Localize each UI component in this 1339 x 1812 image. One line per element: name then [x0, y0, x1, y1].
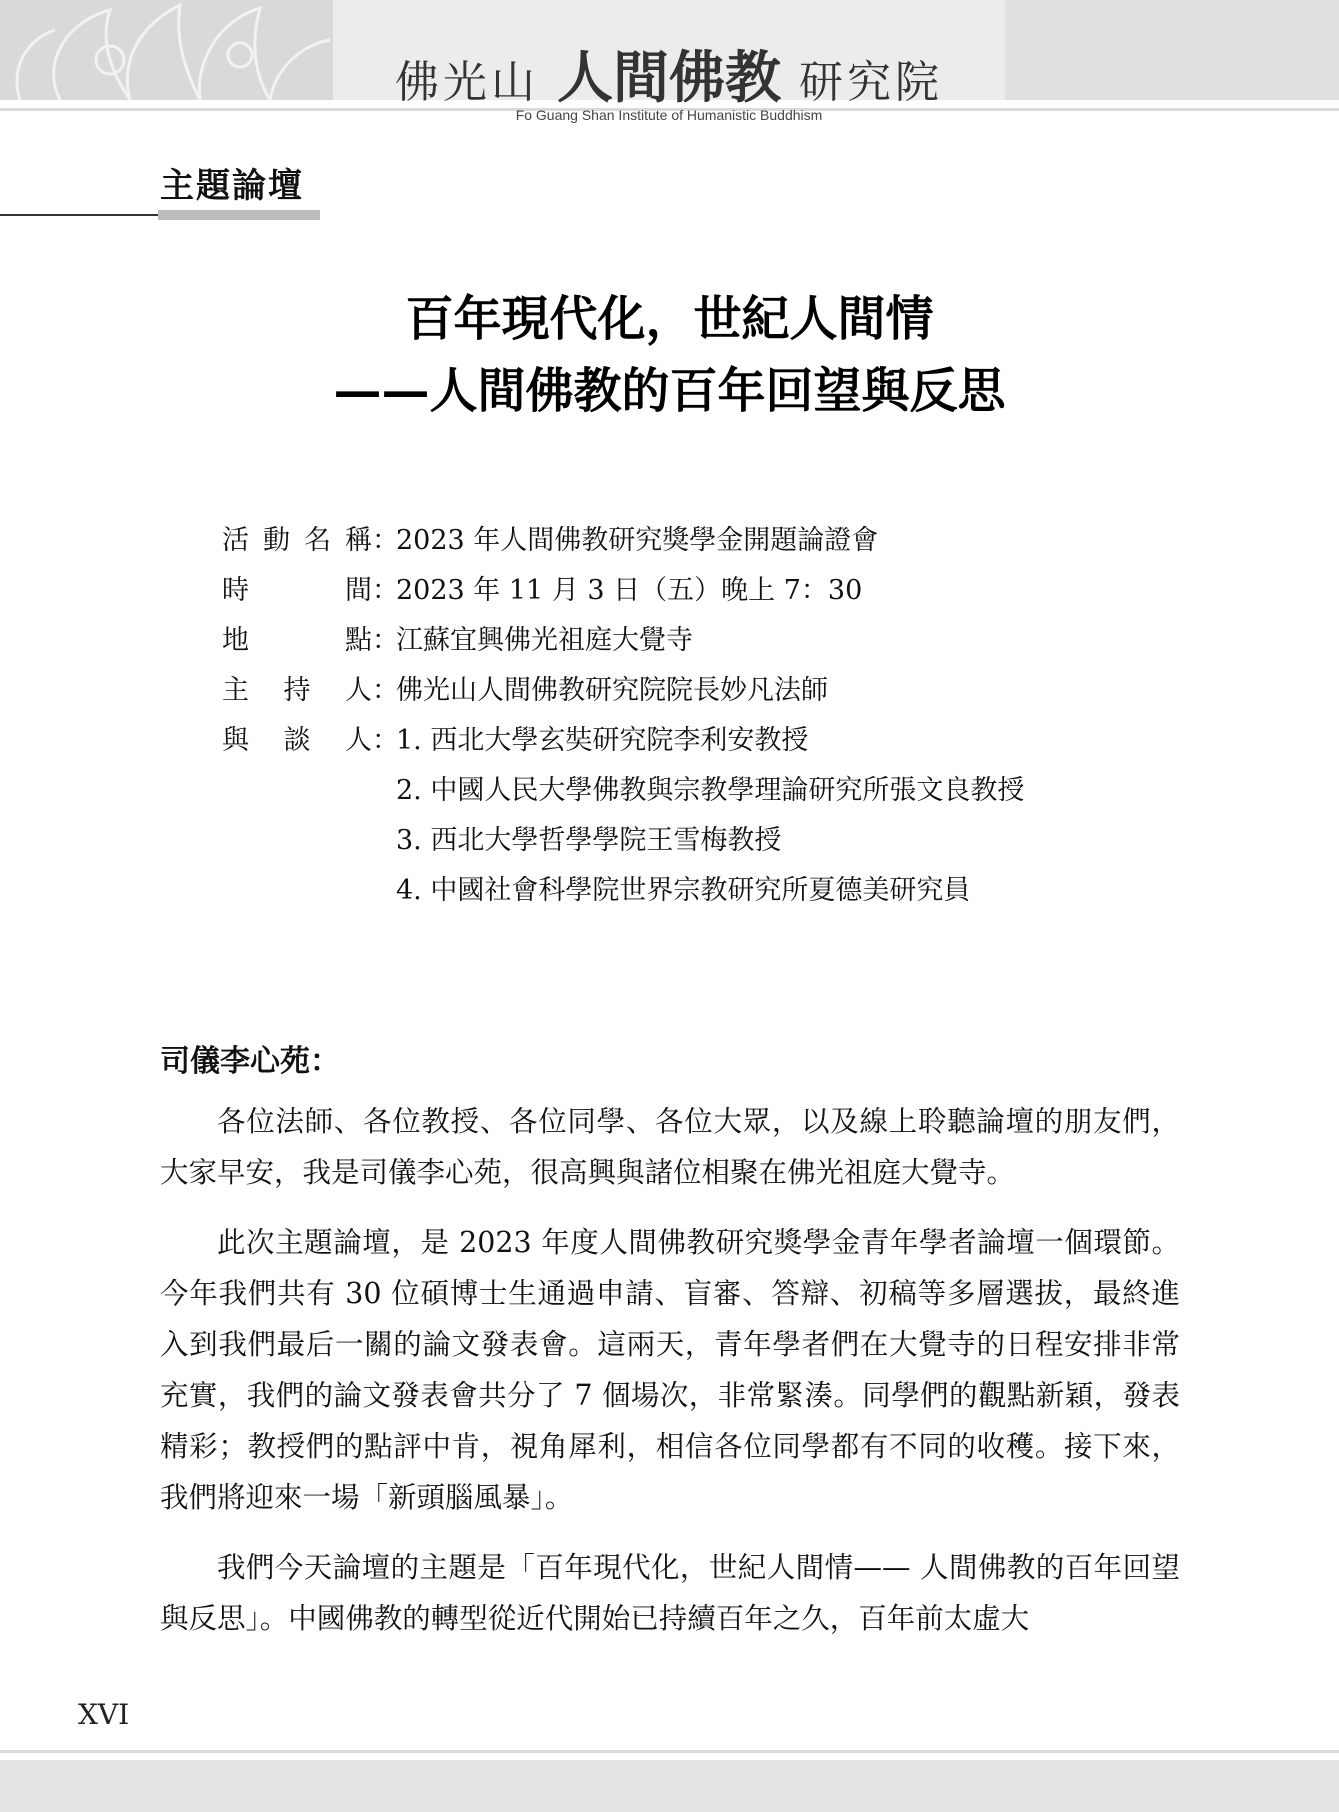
info-row-host: 主 持 人 ： 佛光山人間佛教研究院院長妙凡法師	[222, 666, 1024, 716]
article-subtitle: ——人間佛教的百年回望與反思	[333, 363, 1006, 419]
institute-name-cn	[333, 34, 1005, 114]
speaker-item: 3. 西北大學哲學學院王雪梅教授	[396, 825, 782, 856]
institute-name-suffix: 研究院	[799, 57, 943, 108]
info-row-speakers: 與 談 人 ： 1. 西北大學玄奘研究院李利安教授	[222, 716, 1024, 766]
institute-name-prefix: 佛光山	[395, 57, 539, 108]
header-left-panel	[0, 0, 333, 100]
footer-divider	[0, 1750, 1339, 1753]
info-value: 佛光山人間佛教研究院院長妙凡法師	[396, 675, 828, 706]
body-text	[160, 1096, 1180, 1663]
speaker-item: 2. 中國人民大學佛教與宗教學理論研究所張文良教授	[396, 775, 1025, 806]
info-row-place: 地 點 ： 江蘇宜興佛光祖庭大覺寺	[222, 616, 1024, 666]
header-right-panel	[1005, 0, 1339, 100]
page-number: XVI	[78, 1698, 130, 1731]
info-row-event: 活 動 名 稱 ： 2023 年人間佛教研究獎學金開題論證會	[222, 516, 1024, 566]
institute-name-core: 人間佛教	[557, 45, 781, 111]
lotus-pattern-icon	[0, 0, 333, 100]
info-label: 地 點	[222, 625, 372, 656]
info-label: 活 動 名 稱	[222, 525, 372, 556]
section-rule	[0, 214, 160, 216]
paragraph: 我們今天論壇的主題是「百年現代化，世紀人間情—— 人間佛教的百年回望與反思」。中國佛教的轉型從近代開始已持續百年之久，百年前太虛大	[160, 1551, 1180, 1635]
info-value: 2023 年 11 月 3 日（五）晚上 7：30	[396, 575, 863, 606]
info-label: 時 間	[222, 575, 372, 606]
info-value: 江蘇宜興佛光祖庭大覺寺	[396, 625, 693, 656]
institute-name-en: Fo Guang Shan Institute of Humanistic Buddhism	[515, 107, 823, 123]
paragraph: 此次主題論壇，是 2023 年度人間佛教研究獎學金青年學者論壇一個環節。今年我們共有 30 位碩博士生通過申請、盲審、答辯、初稿等多層選拔，最終進入到我們最后一關的論文發表會。這兩天，青年學者們在大覺寺的日程安排非常充實，我們的論文發表會共分了 7 個場次，非常緊湊。同學們的觀點新穎，發表精彩；教授們的點評中肯，視角犀利，相信各位同學都有不同的收穫。接下來，我們將迎來一場「新頭腦風暴」。	[160, 1226, 1180, 1514]
article-title: 百年現代化，世紀人間情	[405, 291, 934, 347]
info-value: 2023 年人間佛教研究獎學金開題論證會	[396, 525, 879, 556]
info-value: 1. 西北大學玄奘研究院李利安教授	[396, 725, 809, 756]
footer-band	[0, 1760, 1339, 1812]
section-label: 主題論壇	[160, 166, 304, 206]
speaker-name: 司儀李心苑：	[160, 1044, 340, 1079]
info-label: 主 持 人	[222, 675, 372, 706]
event-info	[222, 516, 1024, 916]
speaker-item: 4. 中國社會科學院世界宗教研究所夏德美研究員	[396, 875, 971, 906]
info-row-time: 時 間 ： 2023 年 11 月 3 日（五）晚上 7：30	[222, 566, 1024, 616]
section-underline-bar	[158, 210, 320, 220]
info-label: 與 談 人	[222, 725, 372, 756]
paragraph: 各位法師、各位教授、各位同學、各位大眾，以及線上聆聽論壇的朋友們，大家早安，我是司儀李心苑，很高興與諸位相聚在佛光祖庭大覺寺。	[160, 1105, 1180, 1189]
